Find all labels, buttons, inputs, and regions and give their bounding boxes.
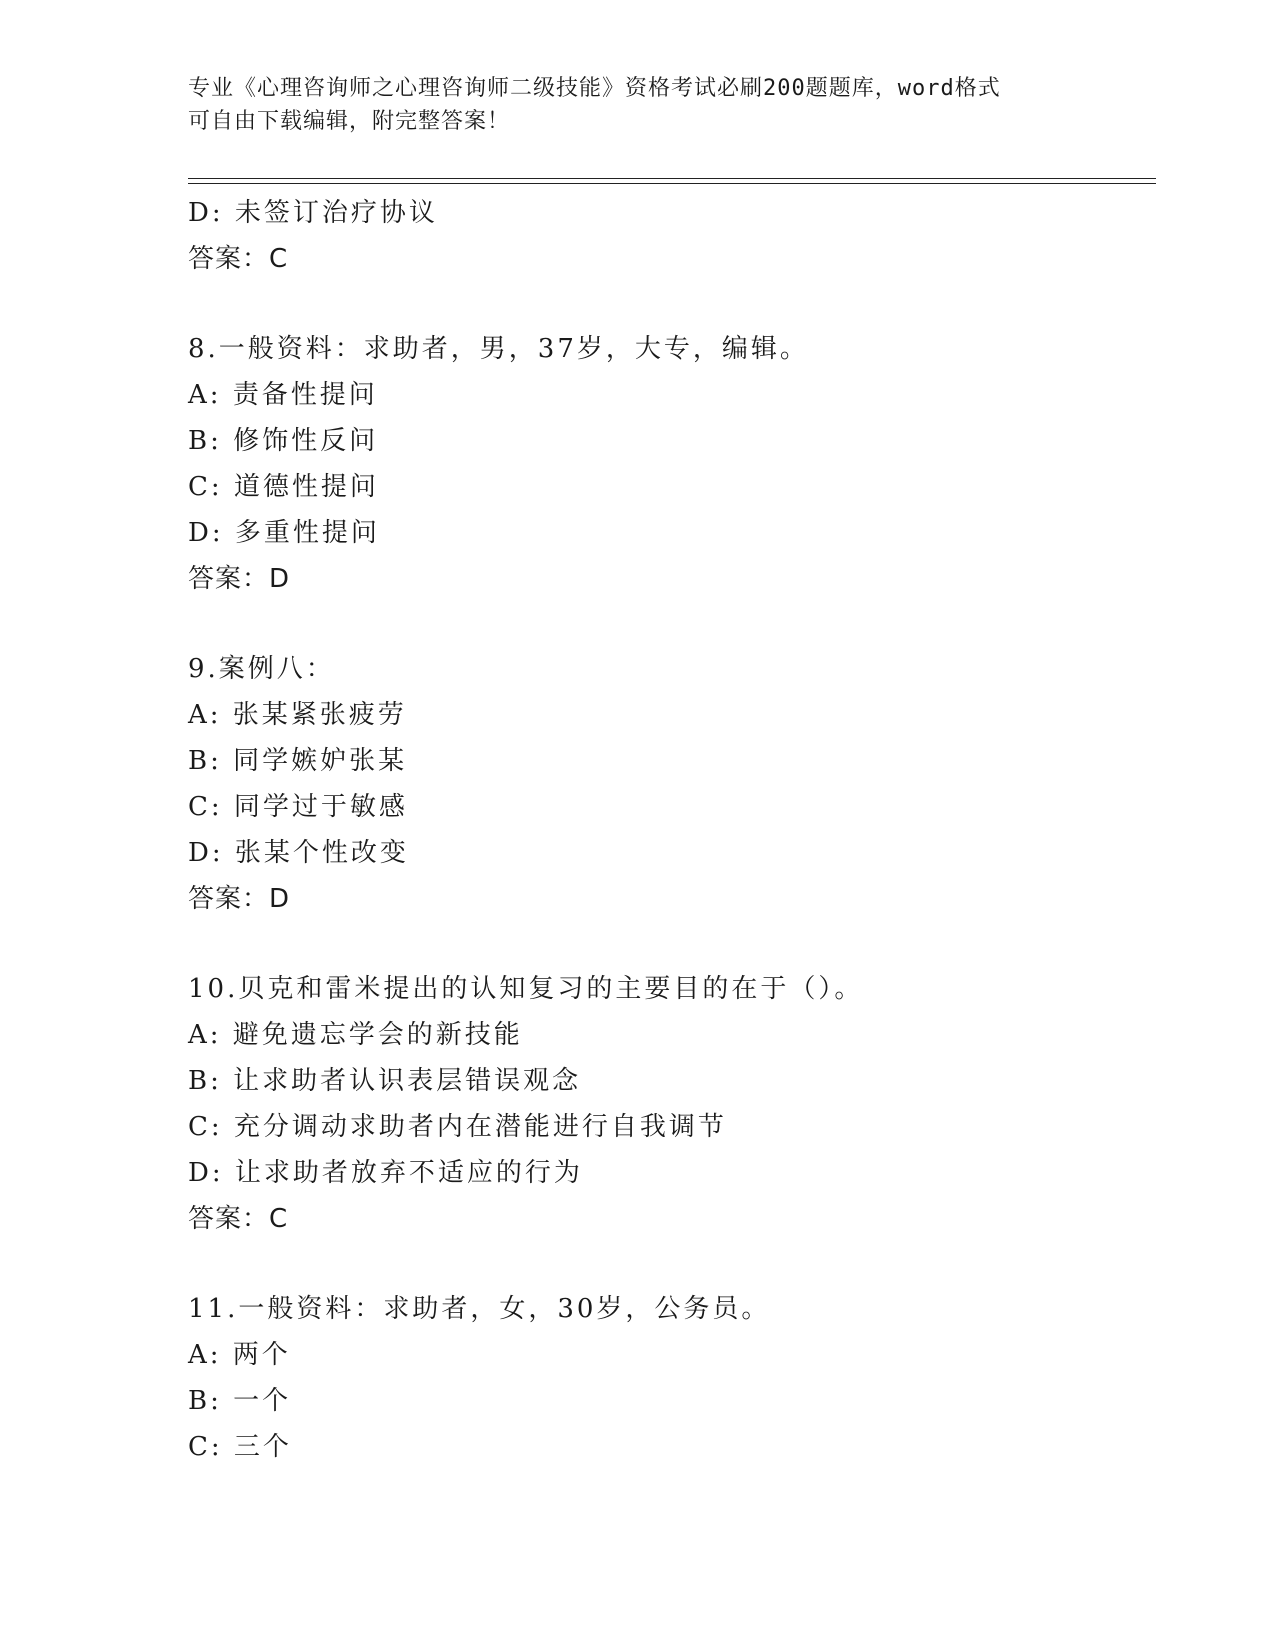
header-line-2: 可自由下载编辑，附完整答案！ [188,109,511,134]
header-line-1: 专业《心理咨询师之心理咨询师二级技能》资格考试必刷200题题库，word格式 [188,76,1001,101]
question-stem: 11.一般资料：求助者，女，30岁，公务员。 [188,1294,771,1324]
option-d: D: 多重性提问 [188,518,380,548]
question-stem: 10.贝克和雷米提出的认知复习的主要目的在于（）。 [188,974,864,1004]
question-item [188,1286,1148,1470]
option-b: B: 让求助者认识表层错误观念 [188,1066,582,1096]
answer: 答案：D [188,564,291,594]
option-c: C: 同学过于敏感 [188,792,408,822]
answer: 答案：C [188,244,289,274]
question-list [188,190,1148,1470]
header-rule-bottom [188,183,1156,184]
header-rule-top [188,178,1156,179]
question-item [188,646,1148,922]
option-b: B: 一个 [188,1386,292,1416]
option-d: D: 张某个性改变 [188,838,409,868]
question-item [188,966,1148,1242]
option-a: A: 避免遗忘学会的新技能 [188,1020,523,1050]
question-stem: 9.案例八： [188,654,335,684]
option-c: C: 充分调动求助者内在潜能进行自我调节 [188,1112,727,1142]
option-c: C: 道德性提问 [188,472,379,502]
option-d: D: 让求助者放弃不适应的行为 [188,1158,583,1188]
option-b: B: 同学嫉妒张某 [188,746,408,776]
option-c: C: 三个 [188,1432,292,1462]
option-a: A: 两个 [188,1340,291,1370]
answer: 答案：C [188,1204,289,1234]
option-a: A: 责备性提问 [188,380,378,410]
option-d: D: 未签订治疗协议 [188,198,438,228]
option-a: A: 张某紧张疲劳 [188,700,407,730]
question-item [188,326,1148,602]
answer: 答案：D [188,884,291,914]
option-b: B: 修饰性反问 [188,426,379,456]
page-header [188,72,1088,138]
question-stem: 8.一般资料：求助者，男，37岁，大专，编辑。 [188,334,809,364]
